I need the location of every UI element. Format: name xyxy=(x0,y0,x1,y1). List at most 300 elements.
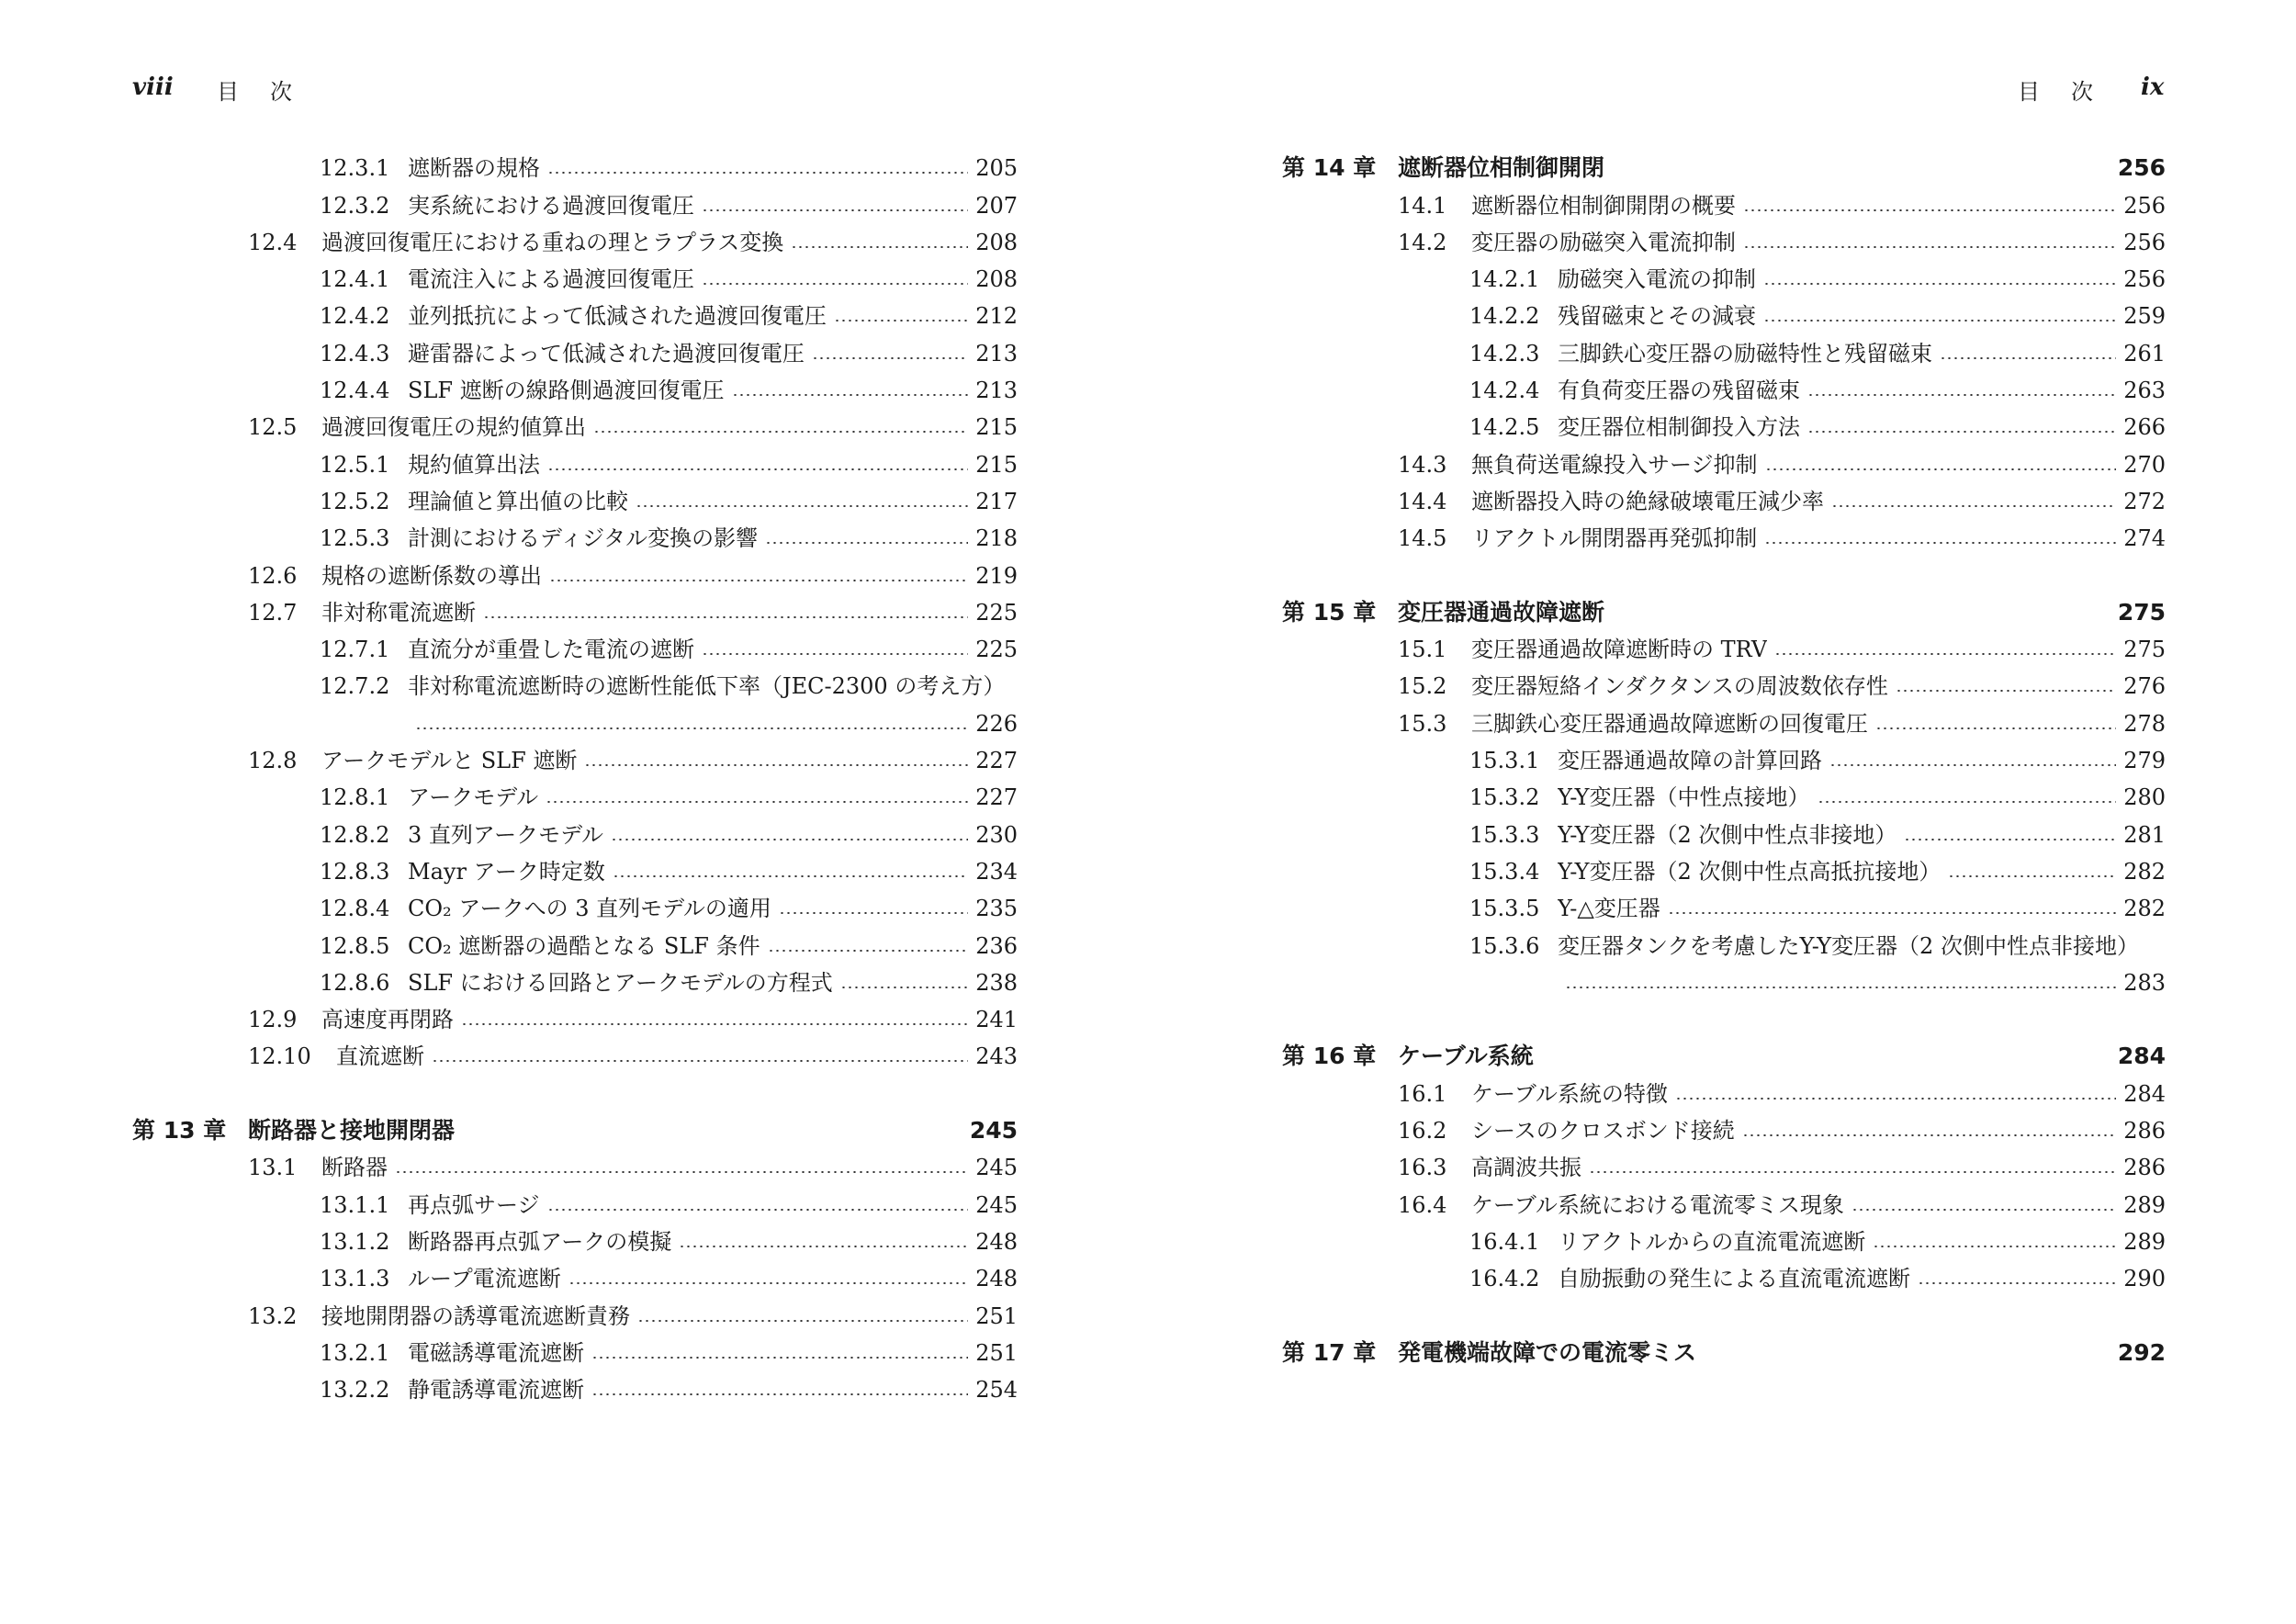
toc-entry[interactable] xyxy=(132,404,1018,441)
dot-leader xyxy=(1851,1209,2116,1211)
toc-entry[interactable] xyxy=(1282,922,2166,959)
toc-entry-title: 静電誘導電流遮断 xyxy=(408,1377,584,1404)
dot-leader xyxy=(779,912,968,914)
toc-entry[interactable] xyxy=(1282,404,2166,441)
dot-leader xyxy=(1743,209,2116,211)
toc-entry-page: 282 xyxy=(2123,858,2166,885)
toc-entry-number: 15.2 xyxy=(1398,673,1447,700)
toc-entry-page: 230 xyxy=(975,821,1018,848)
toc-entry-number: 12.5.3 xyxy=(320,525,390,552)
running-head: 目次 xyxy=(217,79,323,105)
toc-entry-number: 12.7.1 xyxy=(320,637,390,663)
toc-entry-number: 13.2 xyxy=(248,1303,298,1329)
toc-entry-number: 12.8 xyxy=(248,748,298,774)
toc-entry-number: 14.2.4 xyxy=(1469,378,1540,404)
dot-leader xyxy=(584,764,968,766)
chapter-number: 第 15 章 xyxy=(1282,598,1377,626)
toc-entry[interactable] xyxy=(1282,330,2166,367)
toc-entry-title: 遮断器位相制御開閉の概要 xyxy=(1471,192,1736,219)
toc-entry-title: 避雷器によって低減された過渡回復電圧 xyxy=(408,340,805,367)
toc-entry-title: 断路器再点弧アークの模擬 xyxy=(408,1228,672,1255)
toc-entry-title: ケーブル系統の特徴 xyxy=(1471,1080,1668,1107)
chapter-page: 275 xyxy=(2117,598,2166,626)
toc-entry-number: 13.2.1 xyxy=(320,1339,390,1366)
toc-entry-title: 三脚鉄心変圧器の励磁特性と残留磁束 xyxy=(1558,340,1932,367)
dot-leader xyxy=(1675,1098,2116,1100)
toc-entry-page: 290 xyxy=(2123,1266,2166,1292)
toc-entry-number: 15.1 xyxy=(1398,637,1447,663)
toc-entry-number: 12.5.1 xyxy=(320,451,390,478)
toc-entry-page: 276 xyxy=(2123,673,2166,700)
chapter-number: 第 13 章 xyxy=(132,1117,227,1145)
toc-entry-page: 235 xyxy=(975,896,1018,922)
toc-entry[interactable] xyxy=(1282,700,2166,737)
toc-entry[interactable] xyxy=(132,441,1018,478)
toc-entry-number: 12.5.2 xyxy=(320,488,390,514)
toc-entry[interactable] xyxy=(1282,441,2166,478)
toc-entry-title: 理論値と算出値の比較 xyxy=(408,488,628,514)
toc-entry-title: 規約値算出法 xyxy=(408,451,540,478)
toc-entry-number: 15.3.3 xyxy=(1469,821,1540,848)
section-gap xyxy=(1282,997,2166,1033)
toc-entry-number: 15.3.4 xyxy=(1469,858,1540,885)
toc-entry-title: 直流遮断 xyxy=(336,1043,424,1070)
toc-entry[interactable] xyxy=(132,367,1018,404)
toc-entry[interactable] xyxy=(1282,849,2166,885)
chapter-page: 292 xyxy=(2117,1338,2166,1366)
toc-entry-title: CO₂ アークへの 3 直列モデルの適用 xyxy=(408,896,771,922)
toc-entry-number: 13.1.1 xyxy=(320,1191,390,1218)
toc-entry-number: 12.8.6 xyxy=(320,969,390,996)
dot-leader xyxy=(1918,1282,2116,1284)
toc-entry-number: 13.2.2 xyxy=(320,1377,390,1404)
toc-entry-title: SLF における回路とアークモデルの方程式 xyxy=(408,969,833,996)
dot-leader xyxy=(568,1282,968,1284)
toc-entry-number: 14.2.1 xyxy=(1469,266,1540,293)
toc-entry[interactable] xyxy=(132,330,1018,367)
toc-entry-title: 変圧器の励磁突入電流抑制 xyxy=(1471,229,1736,255)
toc-entry[interactable] xyxy=(132,663,1018,700)
section-gap xyxy=(1282,1292,2166,1329)
toc-entry-title: 高調波共振 xyxy=(1471,1155,1581,1181)
toc-entry[interactable] xyxy=(1282,1108,2166,1145)
toc-entry-title: 断路器 xyxy=(321,1155,388,1181)
toc-entry[interactable] xyxy=(132,849,1018,885)
toc-entry-number: 12.4.3 xyxy=(320,340,390,367)
toc-entry-page: 245 xyxy=(975,1191,1018,1218)
toc-entry[interactable] xyxy=(1282,1070,2166,1107)
dot-leader xyxy=(547,172,968,174)
toc-entry-title: CO₂ 遮断器の過酷となる SLF 条件 xyxy=(408,932,760,959)
toc-entry-page: 243 xyxy=(975,1043,1018,1070)
toc-chapter[interactable] xyxy=(1282,145,2166,182)
toc-entry-page: 217 xyxy=(975,488,1018,514)
toc-entry-page: 212 xyxy=(975,303,1018,330)
toc-entry-continuation[interactable] xyxy=(1282,960,2166,997)
toc-entry-title: 無負荷送電線投入サージ抑制 xyxy=(1471,451,1758,478)
dot-leader xyxy=(1831,505,2116,507)
toc-chapter[interactable] xyxy=(1282,1033,2166,1070)
toc-chapter[interactable] xyxy=(1282,1330,2166,1367)
toc-entry-page: 272 xyxy=(2123,488,2166,514)
toc-entry-number: 14.4 xyxy=(1398,488,1447,514)
section-gap xyxy=(132,1070,1018,1107)
toc-entry[interactable] xyxy=(132,1219,1018,1256)
toc-entry-page: 256 xyxy=(2123,266,2166,293)
toc-entry-number: 14.2.2 xyxy=(1469,303,1540,330)
dot-leader xyxy=(549,580,968,581)
toc-entry-title: 接地開閉器の誘導電流遮断責務 xyxy=(321,1303,630,1329)
toc-entry[interactable] xyxy=(1282,182,2166,219)
toc-entry-number: 15.3.5 xyxy=(1469,896,1540,922)
dot-leader xyxy=(1829,764,2116,766)
chapter-title: 変圧器通過故障遮断 xyxy=(1398,598,1605,626)
toc-entry-number: 12.7.2 xyxy=(320,673,390,700)
dot-leader xyxy=(1807,431,2116,433)
toc-entry[interactable] xyxy=(1282,738,2166,774)
toc-entry[interactable] xyxy=(1282,663,2166,700)
chapter-title: ケーブル系統 xyxy=(1398,1043,1534,1070)
toc-entry-title: 過渡回復電圧の規約値算出 xyxy=(321,414,586,441)
toc-entry-page: 286 xyxy=(2123,1155,2166,1181)
chapter-title: 遮断器位相制御開閉 xyxy=(1398,154,1605,182)
toc-entry-title: 3 直列アークモデル xyxy=(408,821,603,848)
toc-entry-title: シースのクロスボンド接続 xyxy=(1471,1118,1735,1145)
toc-entry-number: 15.3 xyxy=(1398,710,1447,737)
toc-entry-page: 254 xyxy=(975,1377,1018,1404)
toc-entry[interactable] xyxy=(132,590,1018,626)
dot-leader xyxy=(1875,727,2116,729)
toc-entry-title: 変圧器短絡インダクタンスの周波数依存性 xyxy=(1471,673,1888,700)
toc-list xyxy=(132,145,1018,1404)
toc-entry[interactable] xyxy=(132,1330,1018,1367)
dot-leader xyxy=(702,209,968,211)
toc-list xyxy=(1282,145,2166,1367)
toc-entry[interactable] xyxy=(132,1145,1018,1181)
chapter-page: 284 xyxy=(2117,1043,2166,1070)
toc-entry-page: 215 xyxy=(975,414,1018,441)
dot-leader xyxy=(1904,839,2116,840)
toc-entry-title: 非対称電流遮断 xyxy=(321,599,476,626)
toc-entry-title: ループ電流遮断 xyxy=(408,1266,561,1292)
toc-entry-number: 12.3.1 xyxy=(320,155,390,182)
dot-leader xyxy=(840,987,968,988)
toc-entry[interactable] xyxy=(132,479,1018,515)
dot-leader xyxy=(1807,394,2116,396)
toc-entry-number: 15.3.1 xyxy=(1469,748,1540,774)
toc-entry[interactable] xyxy=(132,738,1018,774)
dot-leader xyxy=(637,1320,968,1322)
dot-leader xyxy=(702,283,968,285)
toc-entry-title: ケーブル系統における電流零ミス現象 xyxy=(1471,1191,1844,1218)
toc-entry-page: 245 xyxy=(975,1155,1018,1181)
toc-entry-title: 実系統における過渡回復電圧 xyxy=(408,192,694,219)
toc-entry-title: 規格の遮断係数の導出 xyxy=(321,562,542,589)
dot-leader xyxy=(461,1023,968,1025)
toc-entry-page: 248 xyxy=(975,1266,1018,1292)
dot-leader xyxy=(1763,283,2116,285)
dot-leader xyxy=(611,839,968,840)
dot-leader xyxy=(1896,690,2116,692)
toc-entry-number: 13.1.3 xyxy=(320,1266,390,1292)
toc-entry-number: 15.3.2 xyxy=(1469,784,1540,811)
toc-entry-number: 14.5 xyxy=(1398,525,1447,552)
toc-entry-title: 励磁突入電流の抑制 xyxy=(1558,266,1756,293)
toc-entry[interactable] xyxy=(132,811,1018,848)
toc-entry-page: 213 xyxy=(975,340,1018,367)
dot-leader xyxy=(432,1060,968,1062)
toc-entry[interactable] xyxy=(1282,220,2166,256)
toc-entry-number: 12.4.4 xyxy=(320,378,390,404)
toc-entry[interactable] xyxy=(1282,256,2166,293)
toc-entry-page: 248 xyxy=(975,1228,1018,1255)
dot-leader xyxy=(547,1209,969,1211)
toc-chapter[interactable] xyxy=(132,1108,1018,1145)
toc-entry[interactable] xyxy=(1282,774,2166,811)
toc-entry-page: 275 xyxy=(2123,637,2166,663)
toc-entry[interactable] xyxy=(132,145,1018,182)
toc-entry-number: 12.8.2 xyxy=(320,821,390,848)
toc-entry[interactable] xyxy=(1282,811,2166,848)
dot-leader xyxy=(768,950,969,952)
toc-entry-number: 14.1 xyxy=(1398,192,1447,219)
toc-entry[interactable] xyxy=(132,997,1018,1033)
toc-entry-title: Y-△変圧器 xyxy=(1558,896,1660,922)
toc-entry-number: 14.3 xyxy=(1398,451,1447,478)
toc-entry-page: 280 xyxy=(2123,784,2166,811)
toc-entry-number: 14.2.3 xyxy=(1469,340,1540,367)
dot-leader xyxy=(1763,320,2116,321)
toc-entry[interactable] xyxy=(1282,1145,2166,1181)
toc-entry-page: 266 xyxy=(2123,414,2166,441)
toc-entry-title: 自励振動の発生による直流電流遮断 xyxy=(1558,1266,1910,1292)
chapter-title: 断路器と接地開閉器 xyxy=(248,1117,456,1145)
toc-entry[interactable] xyxy=(1282,1256,2166,1292)
toc-entry-page: 259 xyxy=(2123,303,2166,330)
toc-entry-page: 256 xyxy=(2123,229,2166,255)
toc-entry-title: リアクトルからの直流電流遮断 xyxy=(1558,1228,1866,1255)
dot-leader xyxy=(679,1246,968,1247)
toc-entry-page: 226 xyxy=(975,710,1018,737)
toc-entry[interactable] xyxy=(132,1367,1018,1404)
dot-leader xyxy=(1565,987,2116,988)
toc-entry-number: 12.6 xyxy=(248,562,298,589)
toc-entry-page: 256 xyxy=(2123,192,2166,219)
toc-entry[interactable] xyxy=(1282,885,2166,922)
toc-entry-page: 238 xyxy=(975,969,1018,996)
toc-entry-page: 213 xyxy=(975,378,1018,404)
toc-entry-page: 215 xyxy=(975,451,1018,478)
section-gap xyxy=(1282,552,2166,589)
toc-entry-page: 236 xyxy=(975,932,1018,959)
toc-entry-page: 278 xyxy=(2123,710,2166,737)
toc-entry-page: 279 xyxy=(2123,748,2166,774)
chapter-number: 第 17 章 xyxy=(1282,1338,1377,1366)
toc-entry[interactable] xyxy=(132,1292,1018,1329)
toc-entry-number: 13.1.2 xyxy=(320,1228,390,1255)
chapter-page: 256 xyxy=(2117,154,2166,182)
dot-leader xyxy=(1668,912,2116,914)
dot-leader xyxy=(415,727,968,729)
toc-entry-title: 遮断器投入時の絶縁破壊電圧減少率 xyxy=(1471,488,1824,514)
dot-leader xyxy=(591,1357,968,1359)
toc-entry-number: 12.8.3 xyxy=(320,858,390,885)
toc-entry-title: 再点弧サージ xyxy=(408,1191,540,1218)
toc-entry-page: 208 xyxy=(975,266,1018,293)
toc-entry[interactable] xyxy=(132,293,1018,330)
toc-entry-number: 16.2 xyxy=(1398,1118,1447,1145)
toc-entry-title: Y-Y変圧器（2 次側中性点高抵抗接地） xyxy=(1558,858,1941,885)
dot-leader xyxy=(483,616,968,618)
toc-entry-title: 電流注入による過渡回復電圧 xyxy=(408,266,694,293)
toc-entry-number: 13.1 xyxy=(248,1155,298,1181)
toc-entry[interactable] xyxy=(132,1256,1018,1292)
toc-entry-title: 変圧器通過故障遮断時の TRV xyxy=(1471,637,1768,663)
dot-leader xyxy=(636,505,968,507)
toc-entry-title: 電磁誘導電流遮断 xyxy=(408,1339,584,1366)
toc-entry-title: 高速度再閉路 xyxy=(321,1007,454,1033)
toc-entry-title: 変圧器通過故障の計算回路 xyxy=(1558,748,1822,774)
toc-entry-number: 14.2.5 xyxy=(1469,414,1540,441)
toc-entry-number: 12.8.5 xyxy=(320,932,390,959)
toc-entry[interactable] xyxy=(132,1033,1018,1070)
dot-leader xyxy=(791,246,968,248)
toc-entry-page: 227 xyxy=(975,748,1018,774)
toc-entry[interactable] xyxy=(132,960,1018,997)
toc-entry[interactable] xyxy=(1282,479,2166,515)
dot-leader xyxy=(1873,1246,2116,1247)
toc-entry-number: 16.4.2 xyxy=(1469,1266,1540,1292)
toc-entry-number: 12.4.1 xyxy=(320,266,390,293)
toc-entry-number: 15.3.6 xyxy=(1469,932,1540,959)
toc-entry-number: 12.8.1 xyxy=(320,784,390,811)
dot-leader xyxy=(546,801,968,803)
toc-entry[interactable] xyxy=(1282,1219,2166,1256)
toc-entry-page: 274 xyxy=(2123,525,2166,552)
toc-entry-page: 225 xyxy=(975,599,1018,626)
toc-entry-title: 有負荷変圧器の残留磁束 xyxy=(1558,378,1800,404)
toc-entry-page: 208 xyxy=(975,229,1018,255)
toc-entry-title: Y-Y変圧器（中性点接地） xyxy=(1558,784,1810,811)
toc-entry-page: 241 xyxy=(975,1007,1018,1033)
toc-entry-page: 263 xyxy=(2123,378,2166,404)
toc-entry-number: 12.4 xyxy=(248,229,298,255)
dot-leader xyxy=(395,1171,968,1173)
dot-leader xyxy=(1948,875,2116,877)
toc-entry-page: 227 xyxy=(975,784,1018,811)
toc-chapter[interactable] xyxy=(1282,590,2166,626)
toc-entry-title: 過渡回復電圧における重ねの理とラプラス変換 xyxy=(321,229,784,255)
chapter-number: 第 14 章 xyxy=(1282,154,1377,182)
toc-entry-title: 計測におけるディジタル変換の影響 xyxy=(408,525,759,552)
toc-entry-number: 12.8.4 xyxy=(320,896,390,922)
toc-entry[interactable] xyxy=(1282,626,2166,663)
dot-leader xyxy=(1743,246,2116,248)
toc-entry-title: 変圧器位相制御投入方法 xyxy=(1558,414,1800,441)
dot-leader xyxy=(1940,357,2116,359)
dot-leader xyxy=(1818,801,2117,803)
dot-leader xyxy=(1774,653,2116,655)
toc-entry[interactable] xyxy=(132,552,1018,589)
toc-entry[interactable] xyxy=(1282,367,2166,404)
toc-entry-page: 284 xyxy=(2123,1080,2166,1107)
toc-entry-page: 281 xyxy=(2123,821,2166,848)
toc-entry-number: 16.4 xyxy=(1398,1191,1447,1218)
toc-entry[interactable] xyxy=(132,256,1018,293)
toc-entry-number: 12.9 xyxy=(248,1007,298,1033)
right-page xyxy=(1148,0,2296,1624)
toc-entry[interactable] xyxy=(132,182,1018,219)
toc-entry-page: 289 xyxy=(2123,1191,2166,1218)
toc-entry-number: 16.3 xyxy=(1398,1155,1447,1181)
toc-entry[interactable] xyxy=(132,1181,1018,1218)
toc-entry[interactable] xyxy=(1282,515,2166,552)
toc-entry[interactable] xyxy=(132,626,1018,663)
toc-entry-number: 16.4.1 xyxy=(1469,1228,1540,1255)
page-number-folio: viii xyxy=(132,73,174,101)
toc-entry[interactable] xyxy=(132,515,1018,552)
toc-entry-title: Mayr アーク時定数 xyxy=(408,858,605,885)
toc-entry-page: 219 xyxy=(975,562,1018,589)
toc-entry-page: 282 xyxy=(2123,896,2166,922)
toc-entry-number: 12.4.2 xyxy=(320,303,390,330)
toc-entry-number: 12.3.2 xyxy=(320,192,390,219)
toc-entry-number: 12.5 xyxy=(248,414,298,441)
toc-entry-title: 非対称電流遮断時の遮断性能低下率（JEC-2300 の考え方） xyxy=(408,673,1006,700)
dot-leader xyxy=(702,653,968,655)
toc-entry-title: アークモデル xyxy=(408,784,539,811)
toc-entry[interactable] xyxy=(132,885,1018,922)
toc-entry-title: リアクトル開閉器再発弧抑制 xyxy=(1471,525,1758,552)
toc-entry-title: 並列抵抗によって低減された過渡回復電圧 xyxy=(408,303,827,330)
toc-entry-page: 205 xyxy=(975,155,1018,182)
toc-entry-page: 261 xyxy=(2123,340,2166,367)
dot-leader xyxy=(593,431,968,433)
toc-entry-continuation[interactable] xyxy=(132,700,1018,737)
dot-leader xyxy=(1589,1171,2116,1173)
toc-entry-page: 234 xyxy=(975,858,1018,885)
toc-entry[interactable] xyxy=(132,774,1018,811)
toc-entry-page: 251 xyxy=(975,1303,1018,1329)
dot-leader xyxy=(1765,468,2117,470)
toc-entry-title: 三脚鉄心変圧器通過故障遮断の回復電圧 xyxy=(1471,710,1868,737)
toc-entry-number: 12.7 xyxy=(248,599,298,626)
toc-entry[interactable] xyxy=(132,220,1018,256)
dot-leader xyxy=(613,875,968,877)
toc-entry-page: 225 xyxy=(975,637,1018,663)
toc-entry[interactable] xyxy=(1282,1181,2166,1218)
chapter-title: 発電機端故障での電流零ミス xyxy=(1398,1338,1697,1366)
dot-leader xyxy=(547,468,968,470)
toc-entry-title: 直流分が重畳した電流の遮断 xyxy=(408,637,694,663)
toc-entry[interactable] xyxy=(1282,293,2166,330)
toc-entry-page: 286 xyxy=(2123,1118,2166,1145)
toc-entry-page: 289 xyxy=(2123,1228,2166,1255)
toc-entry-title: 遮断器の規格 xyxy=(408,155,540,182)
toc-entry-number: 16.1 xyxy=(1398,1080,1447,1107)
toc-entry-title: アークモデルと SLF 遮断 xyxy=(321,748,578,774)
dot-leader xyxy=(732,394,969,396)
dot-leader xyxy=(1742,1134,2116,1136)
toc-entry-page: 270 xyxy=(2123,451,2166,478)
dot-leader xyxy=(765,542,968,544)
dot-leader xyxy=(834,320,968,321)
toc-entry-title: 残留磁束とその減衰 xyxy=(1558,303,1756,330)
toc-entry-page: 283 xyxy=(2123,969,2166,996)
toc-entry-page: 251 xyxy=(975,1339,1018,1366)
toc-entry-page: 207 xyxy=(975,192,1018,219)
toc-entry[interactable] xyxy=(132,922,1018,959)
